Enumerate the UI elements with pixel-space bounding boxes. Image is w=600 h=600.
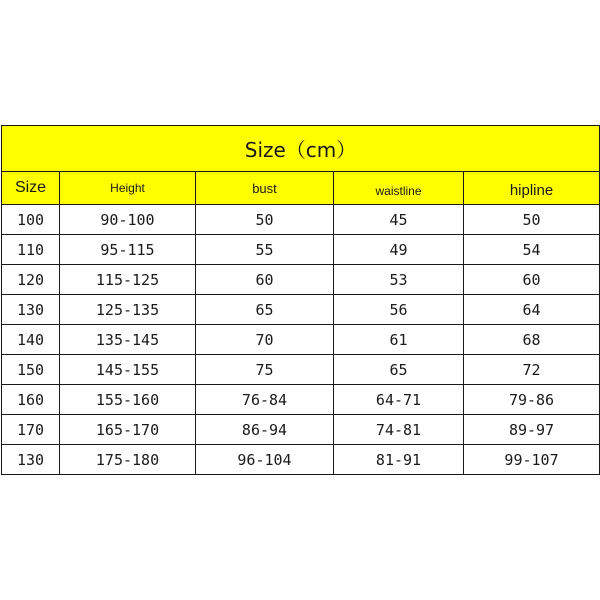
cell-waistline: 81-91: [334, 445, 464, 475]
table-row: [2, 205, 600, 235]
cell-waistline: 53: [334, 265, 464, 295]
cell-height: 165-170: [60, 415, 196, 445]
table-row: [2, 445, 600, 475]
cell-size: 100: [2, 205, 60, 235]
cell-size: 150: [2, 355, 60, 385]
cell-hipline: 64: [464, 295, 600, 325]
cell-size: 110: [2, 235, 60, 265]
cell-height: 95-115: [60, 235, 196, 265]
cell-size: 130: [2, 295, 60, 325]
cell-size: 140: [2, 325, 60, 355]
cell-waistline: 61: [334, 325, 464, 355]
table-row: [2, 415, 600, 445]
cell-bust: 60: [196, 265, 334, 295]
cell-bust: 75: [196, 355, 334, 385]
cell-hipline: 50: [464, 205, 600, 235]
table-row: [2, 385, 600, 415]
cell-size: 130: [2, 445, 60, 475]
cell-height: 115-125: [60, 265, 196, 295]
cell-height: 90-100: [60, 205, 196, 235]
cell-waistline: 45: [334, 205, 464, 235]
header-size: Size: [2, 172, 60, 205]
header-row: [2, 172, 600, 205]
header-height: Height: [60, 172, 196, 205]
cell-waistline: 74-81: [334, 415, 464, 445]
cell-waistline: 65: [334, 355, 464, 385]
cell-waistline: 56: [334, 295, 464, 325]
cell-hipline: 60: [464, 265, 600, 295]
table-title: Size（cm）: [2, 126, 600, 172]
cell-height: 135-145: [60, 325, 196, 355]
cell-hipline: 89-97: [464, 415, 600, 445]
cell-bust: 55: [196, 235, 334, 265]
cell-height: 145-155: [60, 355, 196, 385]
cell-hipline: 79-86: [464, 385, 600, 415]
cell-size: 160: [2, 385, 60, 415]
table-row: [2, 295, 600, 325]
cell-hipline: 68: [464, 325, 600, 355]
cell-waistline: 49: [334, 235, 464, 265]
cell-bust: 65: [196, 295, 334, 325]
cell-size: 170: [2, 415, 60, 445]
table-row: [2, 355, 600, 385]
table-row: [2, 235, 600, 265]
cell-waistline: 64-71: [334, 385, 464, 415]
cell-bust: 70: [196, 325, 334, 355]
cell-bust: 76-84: [196, 385, 334, 415]
cell-height: 175-180: [60, 445, 196, 475]
cell-height: 155-160: [60, 385, 196, 415]
header-hipline: hipline: [464, 172, 600, 205]
cell-size: 120: [2, 265, 60, 295]
header-bust: bust: [196, 172, 334, 205]
table-row: [2, 265, 600, 295]
cell-hipline: 99-107: [464, 445, 600, 475]
cell-bust: 86-94: [196, 415, 334, 445]
cell-bust: 50: [196, 205, 334, 235]
header-waistline: waistline: [334, 172, 464, 205]
cell-hipline: 54: [464, 235, 600, 265]
size-chart-table: [1, 125, 600, 475]
cell-hipline: 72: [464, 355, 600, 385]
table-row: [2, 325, 600, 355]
cell-bust: 96-104: [196, 445, 334, 475]
cell-height: 125-135: [60, 295, 196, 325]
title-row: [2, 126, 600, 172]
